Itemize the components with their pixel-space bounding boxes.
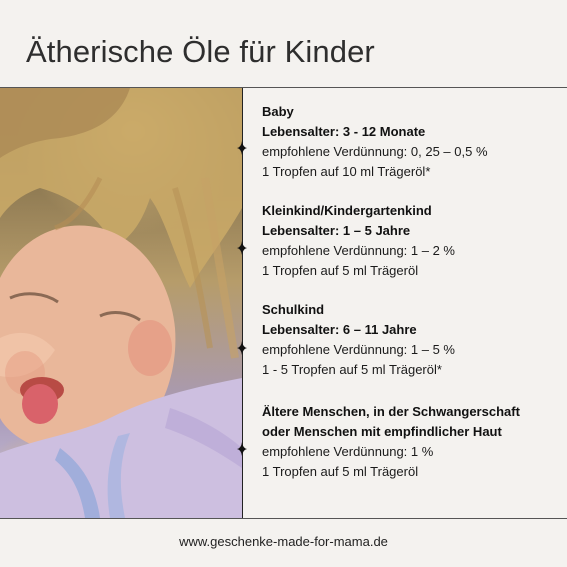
section-aeltere-menschen <box>262 402 557 482</box>
section-age: Lebensalter: 6 – 11 Jahre <box>262 322 417 337</box>
section-dosage: 1 - 5 Tropfen auf 5 ml Trägeröl* <box>262 362 442 377</box>
section-heading: Baby <box>262 104 294 119</box>
section-dilution: empfohlene Verdünnung: 1 – 5 % <box>262 342 455 357</box>
sparkle-icon <box>237 141 247 155</box>
section-heading: Schulkind <box>262 302 325 317</box>
section-dosage: 1 Tropfen auf 10 ml Trägeröl* <box>262 164 431 179</box>
section-dosage: 1 Tropfen auf 5 ml Trägeröl <box>262 263 419 278</box>
section-dilution: empfohlene Verdünnung: 1 – 2 % <box>262 243 455 258</box>
section-dilution: empfohlene Verdünnung: 0, 25 – 0,5 % <box>262 144 488 159</box>
section-dosage: 1 Tropfen auf 5 ml Trägeröl <box>262 464 419 479</box>
section-schulkind <box>262 300 557 380</box>
page-title: Ätherische Öle für Kinder <box>26 34 375 69</box>
sparkle-icon <box>237 442 247 456</box>
section-heading: Kleinkind/Kindergartenkind <box>262 203 432 218</box>
child-photo <box>0 88 242 518</box>
section-age: Lebensalter: 3 - 12 Monate <box>262 124 426 139</box>
sparkle-icon <box>237 341 247 355</box>
section-heading-continued: oder Menschen mit empfindlicher Haut <box>262 424 502 439</box>
section-age: Lebensalter: 1 – 5 Jahre <box>262 223 411 238</box>
section-heading: Ältere Menschen, in der Schwangerschaft <box>262 404 520 419</box>
section-dilution: empfohlene Verdünnung: 1 % <box>262 444 434 459</box>
section-kleinkind <box>262 201 557 281</box>
footer-website: www.geschenke-made-for-mama.de <box>179 534 388 549</box>
sparkle-icon <box>237 241 247 255</box>
bottom-divider <box>0 518 567 519</box>
section-baby <box>262 102 557 182</box>
